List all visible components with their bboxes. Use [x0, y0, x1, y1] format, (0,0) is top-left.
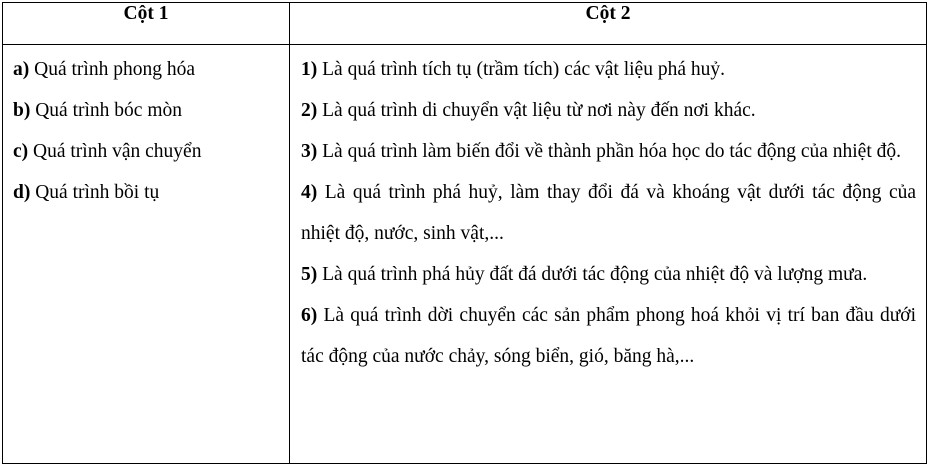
item-text: Là quá trình di chuyển vật liệu từ nơi này đến nơi khác. — [317, 100, 756, 121]
item-text: Quá trình bồi tụ — [30, 182, 160, 203]
body-row — [3, 45, 927, 464]
header-row — [3, 3, 927, 45]
item-key: 1) — [301, 59, 318, 80]
item-key: 2) — [301, 100, 318, 121]
item-key: b) — [13, 100, 31, 121]
column-2-cell — [290, 45, 927, 464]
item-text: Là quá trình làm biến đổi về thành phần hóa học do tác động của nhiệt độ. — [317, 141, 902, 162]
item-text: Quá trình phong hóa — [29, 59, 195, 80]
matching-table — [2, 2, 927, 464]
list-item — [301, 131, 916, 172]
list-item — [301, 254, 916, 295]
list-item — [13, 131, 279, 172]
item-key: 4) — [301, 182, 318, 203]
item-text: Quá trình vận chuyển — [28, 141, 202, 162]
item-text: Là quá trình dời chuyển các sản phẩm phong hoá khỏi vị trí ban đầu dưới tác động của nước chảy, sóng biển, gió, băng hà,... — [301, 305, 916, 367]
item-text: Là quá trình phá hủy đất đá dưới tác động của nhiệt độ và lượng mưa. — [317, 264, 868, 285]
column-1-cell — [3, 45, 290, 464]
list-item — [13, 90, 279, 131]
list-item — [13, 172, 279, 213]
list-item — [13, 49, 279, 90]
list-item — [301, 172, 916, 254]
item-key: 6) — [301, 305, 318, 326]
item-key: 3) — [301, 141, 318, 162]
item-key: d) — [13, 182, 31, 203]
list-item — [301, 90, 916, 131]
item-text: Là quá trình phá huỷ, làm thay đổi đá và khoáng vật dưới tác động của nhiệt độ, nước, sinh vật,... — [301, 182, 916, 244]
list-item — [301, 49, 916, 90]
item-text: Là quá trình tích tụ (trầm tích) các vật liệu phá huỷ. — [317, 59, 725, 80]
item-key: 5) — [301, 264, 318, 285]
item-text: Quá trình bóc mòn — [30, 100, 182, 121]
item-key: a) — [13, 59, 30, 80]
list-item — [301, 295, 916, 377]
item-key: c) — [13, 141, 29, 162]
header-column-2: Cột 2 — [290, 3, 927, 45]
header-column-1: Cột 1 — [3, 3, 290, 45]
